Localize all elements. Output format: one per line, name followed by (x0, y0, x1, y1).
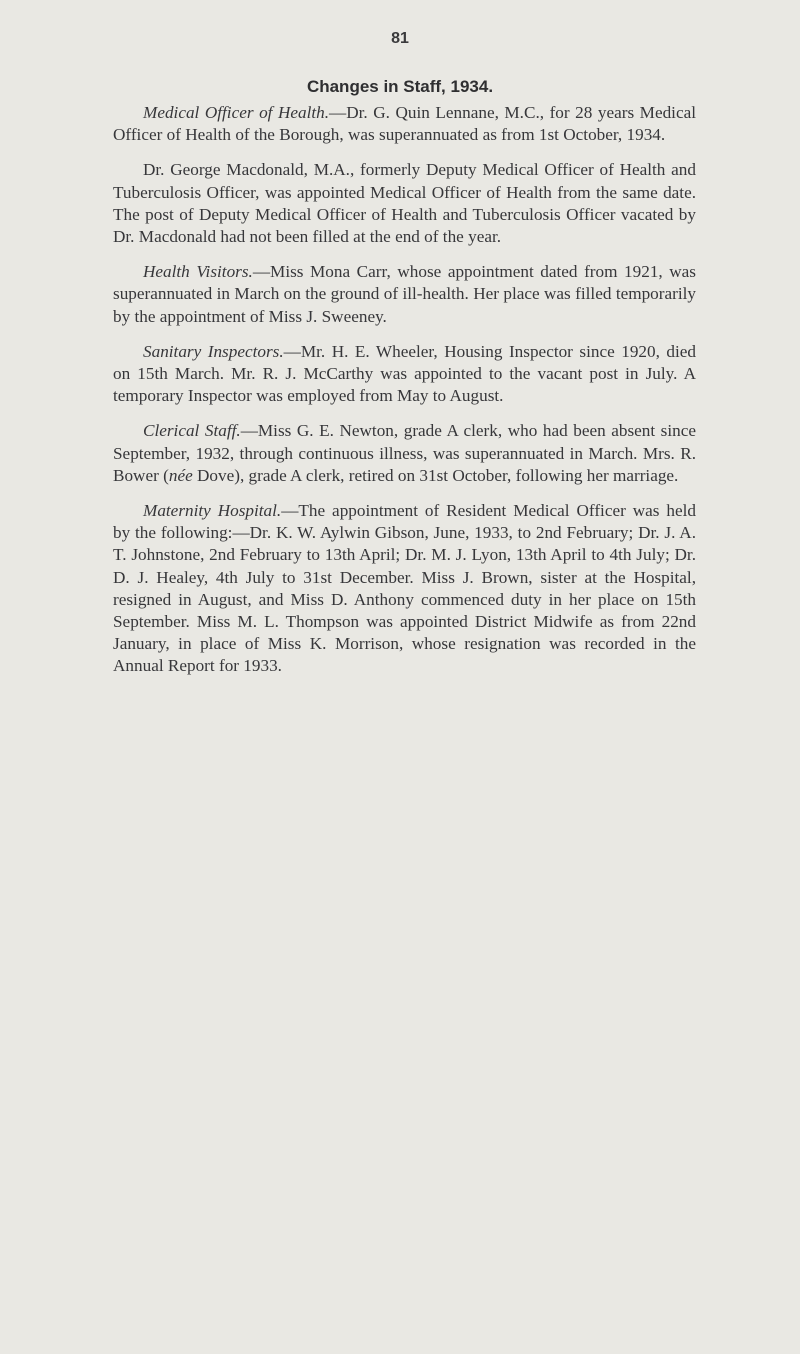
paragraph-maternity-hospital (113, 500, 696, 678)
paragraph-text: —The appointment of Resident Medical Officer was held by the following:—Dr. K. W. Aylwin Gibson, June, 1933, to 2nd February; Dr. J. A. T. Johnstone, 2nd February to 13th April; Dr. M. J. Lyon, 13th April to 4th July; Dr. D. J. Healey, 4th July to 31st December. Miss J. Brown, sister at the Hospital, resigned in August, and Miss D. Anthony commenced duty in her place on 15th September. Miss M. L. Thompson was appointed District Midwife as from 22nd January, in place of Miss K. Morrison, whose resignation was recorded in the Annual Report for 1933. (113, 501, 696, 676)
paragraph-macdonald (113, 159, 696, 248)
body-text (113, 102, 696, 691)
paragraph-text: —Miss G. E. Newton, grade A clerk, who had been absent since September, 1932, through continuous illness, was superannuated in March. Mrs. R. Bower ( (113, 421, 697, 485)
paragraph-medical-officer (113, 102, 696, 146)
page-heading: Changes in Staff, 1934. (306, 77, 494, 96)
page-number: 81 (391, 30, 409, 47)
paragraph-text: —Dr. G. Quin Lennane, M.C., for 28 years Medical Officer of Health of the Borough, was superannuated as from 1st October, 1934. (113, 103, 696, 145)
paragraph-text: Dove), grade A clerk, retired on 31st October, following her marriage. (192, 465, 679, 485)
paragraph-italic-word: née (168, 465, 193, 485)
paragraph-title: Sanitary Inspectors. (143, 341, 284, 361)
paragraph-title: Maternity Hospital. (143, 501, 282, 521)
paragraph-title: Medical Officer of Health. (143, 103, 330, 122)
paragraph-text: —Mr. H. E. Wheeler, Housing Inspector since 1920, died on 15th March. Mr. R. J. McCarthy was appointed to the vacant post in July. A temporary Inspector was employed from May to August. (113, 341, 696, 406)
paragraph-health-visitors (113, 261, 696, 328)
paragraph-text: —Miss Mona Carr, whose appointment dated from 1921, was superannuated in March on the ground of ill-health. Her place was filled temporarily by the appointment of Miss J. Sweeney. (113, 262, 696, 326)
paragraph-clerical-staff (113, 420, 696, 487)
paragraph-title: Clerical Staff. (143, 421, 241, 441)
paragraph-text: Dr. George Macdonald, M.A., formerly Deputy Medical Officer of Health and Tuberculosis Officer, was appointed Medical Officer of Health from the same date. The post of Deputy Medical Officer of Health and Tuberculosis Officer vacated by Dr. Macdonald had not been filled at the end of the year. (113, 160, 696, 247)
paragraph-title: Health Visitors. (143, 262, 253, 282)
paragraph-sanitary-inspectors (113, 341, 696, 408)
